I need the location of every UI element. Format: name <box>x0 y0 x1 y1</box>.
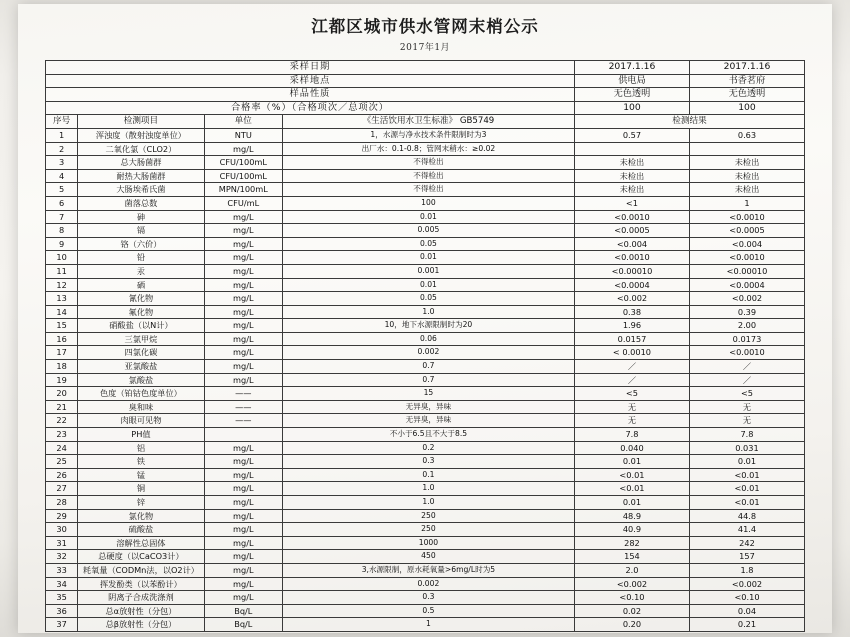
cell-unit: —— <box>204 400 282 414</box>
cell-item: 硝酸盐（以N计） <box>78 319 205 333</box>
table-row <box>46 414 805 428</box>
cell-item: 硒 <box>78 278 205 292</box>
cell-result-1: 7.8 <box>574 428 689 442</box>
cell-result-1: 无 <box>574 400 689 414</box>
cell-no: 5 <box>46 183 78 197</box>
cell-item: 肉眼可见物 <box>78 414 205 428</box>
cell-result-2: <0.002 <box>689 577 804 591</box>
cell-item: 大肠埃希氏菌 <box>78 183 205 197</box>
cell-item: 锌 <box>78 496 205 510</box>
cell-standard: 0.2 <box>282 441 574 455</box>
cell-no: 27 <box>46 482 78 496</box>
cell-item: 溶解性总固体 <box>78 536 205 550</box>
cell-unit: mg/L <box>204 523 282 537</box>
document-page <box>18 4 832 633</box>
cell-no: 32 <box>46 550 78 564</box>
cell-standard: 无异臭，异味 <box>282 400 574 414</box>
cell-standard: 0.7 <box>282 373 574 387</box>
cell-unit: mg/L <box>204 563 282 577</box>
cell-no: 2 <box>46 142 78 156</box>
cell-item: 总大肠菌群 <box>78 156 205 170</box>
table-row <box>46 428 805 442</box>
table-row <box>46 210 805 224</box>
cell-unit: mg/L <box>204 346 282 360</box>
cell-unit: mg/L <box>204 591 282 605</box>
cell-standard: 1，水源与净水技术条件限制时为3 <box>282 128 574 142</box>
cell-result-1: < 0.0010 <box>574 346 689 360</box>
value-pass-rate-2: 100 <box>689 101 804 115</box>
cell-result-2: <0.0010 <box>689 251 804 265</box>
cell-unit: mg/L <box>204 482 282 496</box>
cell-no: 25 <box>46 455 78 469</box>
label-sample-date: 采样日期 <box>46 61 575 75</box>
cell-no: 10 <box>46 251 78 265</box>
cell-result-1: 未检出 <box>574 183 689 197</box>
cell-standard: 100 <box>282 196 574 210</box>
cell-standard: 0.1 <box>282 468 574 482</box>
cell-no: 36 <box>46 604 78 618</box>
table-row <box>46 400 805 414</box>
cell-result-1: <5 <box>574 387 689 401</box>
cell-item: 铅 <box>78 251 205 265</box>
cell-result-2: <0.004 <box>689 237 804 251</box>
cell-unit: mg/L <box>204 292 282 306</box>
col-header-unit: 单位 <box>204 115 282 129</box>
cell-no: 1 <box>46 128 78 142</box>
cell-standard: 450 <box>282 550 574 564</box>
cell-item: 氰化物 <box>78 292 205 306</box>
cell-item: 浑浊度（散射浊度单位） <box>78 128 205 142</box>
cell-standard: 0.001 <box>282 264 574 278</box>
cell-result-2: <0.0005 <box>689 224 804 238</box>
cell-standard: 0.3 <box>282 455 574 469</box>
table-row <box>46 292 805 306</box>
cell-result-1: 0.20 <box>574 618 689 632</box>
cell-item: 氯酸盐 <box>78 373 205 387</box>
value-sample-date-1: 2017.1.16 <box>574 61 689 75</box>
cell-result-1: <0.002 <box>574 292 689 306</box>
cell-result-2: 无 <box>689 400 804 414</box>
cell-result-1: 未检出 <box>574 156 689 170</box>
cell-unit: mg/L <box>204 305 282 319</box>
header-row-sample-location <box>46 74 805 88</box>
cell-no: 23 <box>46 428 78 442</box>
cell-unit: mg/L <box>204 509 282 523</box>
cell-unit: mg/L <box>204 496 282 510</box>
cell-standard: 15 <box>282 387 574 401</box>
cell-unit: —— <box>204 414 282 428</box>
cell-item: 阴离子合成洗涤剂 <box>78 591 205 605</box>
table-row <box>46 332 805 346</box>
table-body <box>46 61 805 632</box>
table-row <box>46 142 805 156</box>
cell-no: 21 <box>46 400 78 414</box>
table-row <box>46 224 805 238</box>
cell-item: 氯化物 <box>78 509 205 523</box>
cell-unit: mg/L <box>204 224 282 238</box>
cell-unit: mg/L <box>204 468 282 482</box>
cell-result-2: 未检出 <box>689 156 804 170</box>
header-row-sample-property <box>46 88 805 102</box>
table-row <box>46 196 805 210</box>
cell-no: 16 <box>46 332 78 346</box>
table-row <box>46 251 805 265</box>
cell-item: 锰 <box>78 468 205 482</box>
cell-result-1: <1 <box>574 196 689 210</box>
cell-standard: 10，地下水源限制时为20 <box>282 319 574 333</box>
table-row <box>46 496 805 510</box>
cell-result-1: 未检出 <box>574 169 689 183</box>
cell-unit: mg/L <box>204 264 282 278</box>
value-pass-rate-1: 100 <box>574 101 689 115</box>
table-row <box>46 604 805 618</box>
cell-result-1: <0.10 <box>574 591 689 605</box>
cell-item: 总β放射性（分包） <box>78 618 205 632</box>
cell-no: 28 <box>46 496 78 510</box>
table-row <box>46 169 805 183</box>
cell-standard: 0.01 <box>282 251 574 265</box>
table-row <box>46 509 805 523</box>
cell-unit: CFU/100mL <box>204 169 282 183</box>
col-header-result: 检测结果 <box>574 115 804 129</box>
cell-item: 铬（六价） <box>78 237 205 251</box>
table-row <box>46 346 805 360</box>
cell-no: 30 <box>46 523 78 537</box>
cell-standard: 0.005 <box>282 224 574 238</box>
cell-no: 12 <box>46 278 78 292</box>
cell-no: 20 <box>46 387 78 401</box>
cell-standard: 1 <box>282 618 574 632</box>
cell-no: 17 <box>46 346 78 360</box>
cell-result-1: <0.0005 <box>574 224 689 238</box>
cell-result-2: 0.04 <box>689 604 804 618</box>
cell-result-2: 1 <box>689 196 804 210</box>
cell-item: 镉 <box>78 224 205 238</box>
cell-unit: mg/L <box>204 441 282 455</box>
cell-result-1: ／ <box>574 373 689 387</box>
value-sample-property-2: 无色透明 <box>689 88 804 102</box>
cell-result-2: ／ <box>689 360 804 374</box>
table-row <box>46 455 805 469</box>
cell-result-1: <0.004 <box>574 237 689 251</box>
cell-standard: 0.06 <box>282 332 574 346</box>
cell-standard: 0.05 <box>282 237 574 251</box>
cell-unit: mg/L <box>204 360 282 374</box>
cell-unit: CFU/100mL <box>204 156 282 170</box>
table-row <box>46 536 805 550</box>
cell-no: 11 <box>46 264 78 278</box>
value-sample-property-1: 无色透明 <box>574 88 689 102</box>
cell-standard: 0.3 <box>282 591 574 605</box>
cell-unit: NTU <box>204 128 282 142</box>
cell-no: 18 <box>46 360 78 374</box>
cell-result-1: 40.9 <box>574 523 689 537</box>
cell-item: 色度（铂钴色度单位） <box>78 387 205 401</box>
table-row <box>46 618 805 632</box>
cell-result-2: <0.10 <box>689 591 804 605</box>
cell-result-2: <5 <box>689 387 804 401</box>
cell-result-1: <0.0010 <box>574 251 689 265</box>
cell-result-1: 0.02 <box>574 604 689 618</box>
cell-unit: mg/L <box>204 332 282 346</box>
cell-result-2: <0.01 <box>689 468 804 482</box>
table-row <box>46 237 805 251</box>
cell-standard: 0.01 <box>282 278 574 292</box>
cell-result-1: <0.01 <box>574 468 689 482</box>
cell-no: 7 <box>46 210 78 224</box>
cell-result-1: 48.9 <box>574 509 689 523</box>
cell-item: 亚氯酸盐 <box>78 360 205 374</box>
cell-result-2 <box>689 142 804 156</box>
cell-result-1: 0.38 <box>574 305 689 319</box>
cell-result-1: ／ <box>574 360 689 374</box>
cell-standard: 不得检出 <box>282 156 574 170</box>
cell-no: 13 <box>46 292 78 306</box>
cell-standard: 不得检出 <box>282 169 574 183</box>
col-header-standard: 《生活饮用水卫生标准》 GB5749 <box>282 115 574 129</box>
cell-result-2: 0.63 <box>689 128 804 142</box>
cell-result-2: ／ <box>689 373 804 387</box>
cell-standard: 0.01 <box>282 210 574 224</box>
cell-standard: 3,水源限制，原水耗氧量>6mg/L时为5 <box>282 563 574 577</box>
col-header-item: 检测项目 <box>78 115 205 129</box>
cell-item: PH值 <box>78 428 205 442</box>
cell-no: 35 <box>46 591 78 605</box>
cell-result-2: 0.01 <box>689 455 804 469</box>
label-sample-location: 采样地点 <box>46 74 575 88</box>
cell-standard: 不小于6.5且不大于8.5 <box>282 428 574 442</box>
cell-no: 37 <box>46 618 78 632</box>
cell-no: 34 <box>46 577 78 591</box>
cell-standard: 无异臭，异味 <box>282 414 574 428</box>
col-header-no: 序号 <box>46 115 78 129</box>
cell-unit <box>204 428 282 442</box>
table-row <box>46 183 805 197</box>
cell-standard: 出厂水：0.1-0.8；管网末稍水：≥0.02 <box>282 142 574 156</box>
cell-item: 铁 <box>78 455 205 469</box>
cell-unit: mg/L <box>204 319 282 333</box>
cell-item: 耗氧量（CODMn法，以O2计） <box>78 563 205 577</box>
cell-result-2: 1.8 <box>689 563 804 577</box>
value-sample-location-2: 书香茗府 <box>689 74 804 88</box>
table-row <box>46 482 805 496</box>
cell-result-1: 0.01 <box>574 455 689 469</box>
cell-item: 硫酸盐 <box>78 523 205 537</box>
cell-item: 挥发酚类（以苯酚计） <box>78 577 205 591</box>
table-row <box>46 441 805 455</box>
value-sample-date-2: 2017.1.16 <box>689 61 804 75</box>
table-row <box>46 128 805 142</box>
cell-result-1: 2.0 <box>574 563 689 577</box>
table-row <box>46 319 805 333</box>
cell-standard: 250 <box>282 509 574 523</box>
cell-standard: 250 <box>282 523 574 537</box>
table-row <box>46 468 805 482</box>
cell-standard: 0.002 <box>282 346 574 360</box>
cell-item: 铜 <box>78 482 205 496</box>
cell-unit: mg/L <box>204 237 282 251</box>
cell-result-2: 未检出 <box>689 169 804 183</box>
cell-no: 3 <box>46 156 78 170</box>
table-row <box>46 591 805 605</box>
cell-no: 9 <box>46 237 78 251</box>
cell-result-2: 0.39 <box>689 305 804 319</box>
cell-result-1: <0.00010 <box>574 264 689 278</box>
value-sample-location-1: 供电局 <box>574 74 689 88</box>
cell-no: 33 <box>46 563 78 577</box>
cell-result-2: <0.0010 <box>689 346 804 360</box>
cell-item: 砷 <box>78 210 205 224</box>
cell-no: 6 <box>46 196 78 210</box>
label-sample-property: 样品性质 <box>46 88 575 102</box>
cell-no: 26 <box>46 468 78 482</box>
cell-result-2: <0.0010 <box>689 210 804 224</box>
cell-unit: mg/L <box>204 536 282 550</box>
cell-result-1: 0.57 <box>574 128 689 142</box>
cell-standard: 1.0 <box>282 482 574 496</box>
cell-unit: mg/L <box>204 210 282 224</box>
cell-unit: —— <box>204 387 282 401</box>
cell-standard: 1.0 <box>282 496 574 510</box>
cell-result-1: <0.01 <box>574 482 689 496</box>
cell-no: 8 <box>46 224 78 238</box>
table-row <box>46 373 805 387</box>
table-row <box>46 563 805 577</box>
cell-item: 四氯化碳 <box>78 346 205 360</box>
cell-unit: mg/L <box>204 577 282 591</box>
cell-standard: 0.05 <box>282 292 574 306</box>
label-pass-rate: 合格率（%）（合格项次／总项次） <box>46 101 575 115</box>
cell-item: 臭和味 <box>78 400 205 414</box>
cell-result-1: 0.01 <box>574 496 689 510</box>
cell-unit: CFU/mL <box>204 196 282 210</box>
cell-result-2: 7.8 <box>689 428 804 442</box>
cell-no: 31 <box>46 536 78 550</box>
cell-result-2: 41.4 <box>689 523 804 537</box>
cell-result-2: 157 <box>689 550 804 564</box>
table-row <box>46 387 805 401</box>
table-row <box>46 550 805 564</box>
cell-unit: mg/L <box>204 142 282 156</box>
cell-no: 15 <box>46 319 78 333</box>
page-subtitle: 2017年1月 <box>399 43 451 53</box>
cell-result-1: 1.96 <box>574 319 689 333</box>
cell-item: 耐热大肠菌群 <box>78 169 205 183</box>
cell-unit: mg/L <box>204 550 282 564</box>
cell-standard: 1.0 <box>282 305 574 319</box>
cell-item: 三氯甲烷 <box>78 332 205 346</box>
water-quality-table <box>45 60 805 632</box>
table-row <box>46 264 805 278</box>
cell-result-2: 242 <box>689 536 804 550</box>
cell-result-1 <box>574 142 689 156</box>
table-row <box>46 305 805 319</box>
cell-result-2: <0.0004 <box>689 278 804 292</box>
cell-result-2: <0.01 <box>689 482 804 496</box>
cell-standard: 0.7 <box>282 360 574 374</box>
cell-unit: mg/L <box>204 278 282 292</box>
cell-result-1: <0.002 <box>574 577 689 591</box>
cell-no: 4 <box>46 169 78 183</box>
cell-result-1: 0.040 <box>574 441 689 455</box>
cell-item: 铝 <box>78 441 205 455</box>
table-row <box>46 156 805 170</box>
header-row-sample-date <box>46 61 805 75</box>
cell-result-2: <0.01 <box>689 496 804 510</box>
cell-unit: mg/L <box>204 455 282 469</box>
cell-unit: mg/L <box>204 373 282 387</box>
cell-result-2: 2.00 <box>689 319 804 333</box>
cell-standard: 不得检出 <box>282 183 574 197</box>
table-row <box>46 523 805 537</box>
cell-result-1: 0.0157 <box>574 332 689 346</box>
cell-item: 汞 <box>78 264 205 278</box>
cell-unit: mg/L <box>204 251 282 265</box>
header-row-pass-rate <box>46 101 805 115</box>
cell-item: 总α放射性（分包） <box>78 604 205 618</box>
cell-result-1: <0.0010 <box>574 210 689 224</box>
cell-no: 24 <box>46 441 78 455</box>
cell-result-1: 无 <box>574 414 689 428</box>
cell-result-2: 未检出 <box>689 183 804 197</box>
cell-no: 22 <box>46 414 78 428</box>
cell-result-2: 无 <box>689 414 804 428</box>
cell-item: 氟化物 <box>78 305 205 319</box>
column-header-row <box>46 115 805 129</box>
cell-standard: 0.5 <box>282 604 574 618</box>
cell-result-2: 0.031 <box>689 441 804 455</box>
table-row <box>46 577 805 591</box>
cell-unit: Bq/L <box>204 604 282 618</box>
cell-result-1: 282 <box>574 536 689 550</box>
cell-result-2: <0.00010 <box>689 264 804 278</box>
cell-item: 二氧化氯（CLO2） <box>78 142 205 156</box>
cell-standard: 0.002 <box>282 577 574 591</box>
page-title: 江都区城市供水管网末梢公示 <box>311 17 539 36</box>
cell-item: 总硬度（以CaCO3计） <box>78 550 205 564</box>
cell-no: 19 <box>46 373 78 387</box>
cell-standard: 1000 <box>282 536 574 550</box>
cell-unit: MPN/100mL <box>204 183 282 197</box>
cell-result-2: <0.002 <box>689 292 804 306</box>
cell-result-2: 44.8 <box>689 509 804 523</box>
table-row <box>46 278 805 292</box>
cell-result-2: 0.21 <box>689 618 804 632</box>
cell-result-2: 0.0173 <box>689 332 804 346</box>
table-row <box>46 360 805 374</box>
cell-result-1: 154 <box>574 550 689 564</box>
cell-unit: Bq/L <box>204 618 282 632</box>
cell-no: 14 <box>46 305 78 319</box>
cell-no: 29 <box>46 509 78 523</box>
cell-item: 菌落总数 <box>78 196 205 210</box>
cell-result-1: <0.0004 <box>574 278 689 292</box>
